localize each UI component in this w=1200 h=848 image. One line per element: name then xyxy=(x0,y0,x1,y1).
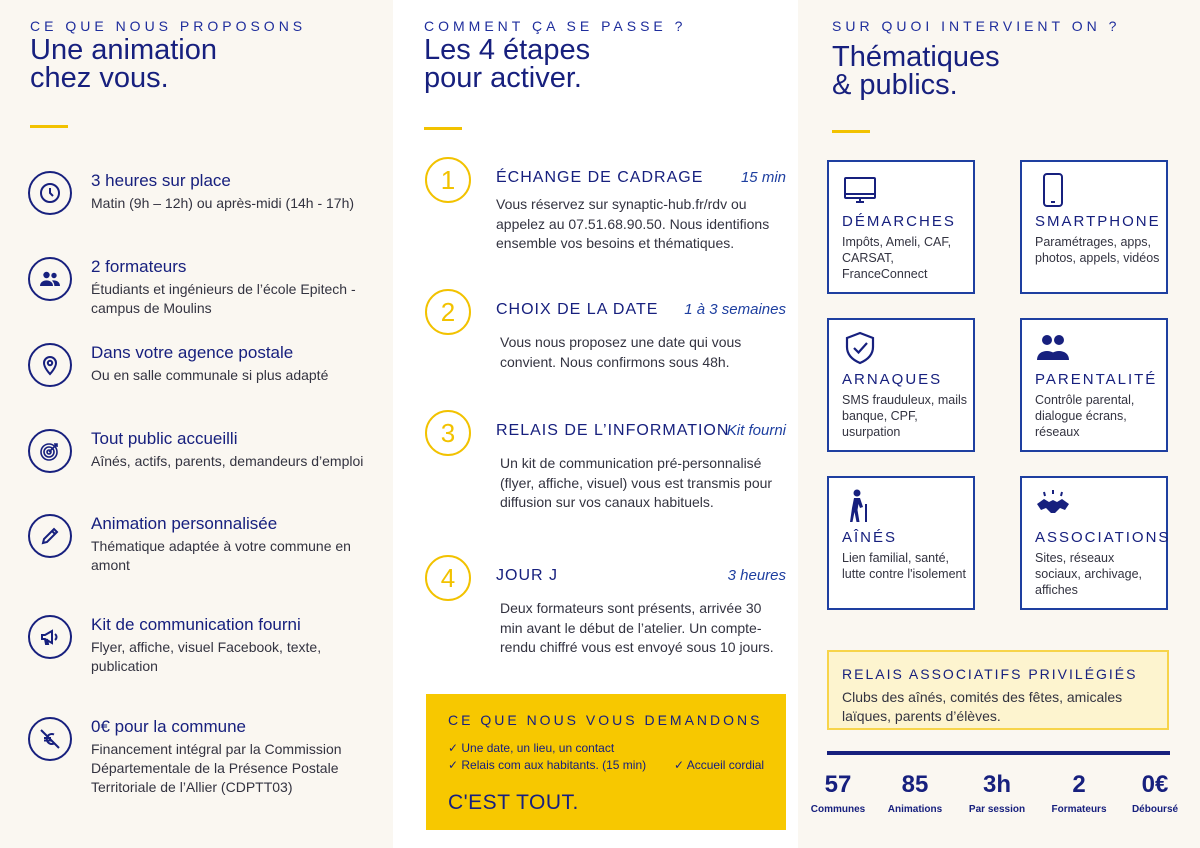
step-duration: 3 heures xyxy=(727,567,786,584)
step-desc: Un kit de communication pré-personnalisé (flyer, affiche, visuel) vous est transmis pour diffusion sur vos canaux habituels. xyxy=(500,455,773,510)
offer-headline-line-2: chez vous. xyxy=(30,62,169,94)
step-desc: Vous nous proposez une date qui vous convient. Nous confirmons sous 48h. xyxy=(500,334,742,370)
users-icon xyxy=(28,257,72,301)
target-icon xyxy=(28,429,72,473)
theme-title: AÎNÉS xyxy=(842,529,898,546)
theme-desc: Paramétrages, apps, photos, appels, vidéos xyxy=(1035,235,1160,265)
step-duration: Kit fourni xyxy=(726,422,786,439)
stat-value: 3h xyxy=(982,771,1011,798)
accent-line xyxy=(30,125,68,128)
theme-card-smartphone xyxy=(1020,160,1168,294)
stat-label: Animations xyxy=(887,804,943,815)
requirement-item: ✓ Accueil cordial xyxy=(674,758,765,772)
theme-title: ARNAQUES xyxy=(842,371,943,388)
step-number: 2 xyxy=(425,289,471,335)
steps-headline-line-2: pour activer. xyxy=(424,62,582,94)
requirement-item: ✓ Une date, un lieu, un contact xyxy=(448,741,615,755)
stats-divider xyxy=(827,751,1170,755)
stat-item xyxy=(1039,770,1119,815)
feature-title: Tout public accueilli xyxy=(91,429,238,448)
stat-value: 85 xyxy=(901,771,929,798)
smartphone-icon xyxy=(1035,172,1071,208)
shield-check-icon xyxy=(842,330,878,366)
requirement-item: ✓ Relais com aux habitants. (15 min) xyxy=(448,758,647,772)
monitor-icon xyxy=(842,172,878,208)
feature-desc: Flyer, affiche, visuel Facebook, texte, publication xyxy=(91,639,322,674)
no-euro-icon xyxy=(28,717,72,761)
feature-title: 0€ pour la commune xyxy=(91,717,246,736)
pencil-icon xyxy=(28,514,72,558)
relais-title: RELAIS ASSOCIATIFS PRIVILÉGIÉS xyxy=(842,666,1138,682)
step-title: JOUR J xyxy=(496,567,558,584)
theme-card-arnaques xyxy=(827,318,975,452)
stat-value: 0€ xyxy=(1141,771,1169,798)
stat-value: 2 xyxy=(1072,771,1086,798)
stat-item xyxy=(957,770,1037,815)
theme-title: SMARTPHONE xyxy=(1035,213,1161,230)
stat-value: 57 xyxy=(824,771,852,798)
step-title: ÉCHANGE DE CADRAGE xyxy=(496,169,704,186)
theme-card-parentalite xyxy=(1020,318,1168,452)
step-duration: 1 à 3 semaines xyxy=(684,301,786,318)
feature-desc: Thématique adaptée à votre commune en amont xyxy=(91,538,351,573)
themes-headline-line-1: Thématiques xyxy=(832,41,1000,73)
theme-card-associations xyxy=(1020,476,1171,610)
clock-icon xyxy=(28,171,72,215)
accent-line xyxy=(832,130,870,133)
requirements-conclusion: C'EST TOUT. xyxy=(448,791,579,814)
feature-desc: Aînés, actifs, parents, demandeurs d’emploi xyxy=(91,453,364,469)
steps-headline-line-1: Les 4 étapes xyxy=(424,34,591,66)
theme-title: ASSOCIATIONS xyxy=(1035,529,1171,546)
theme-card-aines xyxy=(827,476,975,610)
offer-headline-line-1: Une animation xyxy=(30,34,217,66)
steps-kicker: COMMENT ÇA SE PASSE ? xyxy=(424,18,687,34)
theme-desc: Impôts, Ameli, CAF, CARSAT, FranceConnect xyxy=(842,235,952,281)
steps-headline xyxy=(424,36,590,92)
step-number: 3 xyxy=(425,410,471,456)
feature-title: Kit de communication fourni xyxy=(91,615,301,634)
themes-headline-line-2: & publics. xyxy=(832,69,958,101)
theme-desc: Sites, réseaux sociaux, archivage, affiches xyxy=(1035,551,1143,597)
theme-desc: SMS frauduleux, mails banque, CPF, usurpation xyxy=(842,393,968,439)
theme-title: PARENTALITÉ xyxy=(1035,371,1158,388)
elderly-icon xyxy=(842,488,878,524)
offer-kicker: CE QUE NOUS PROPOSONS xyxy=(30,18,307,34)
feature-desc: Étudiants et ingénieurs de l’école Epitech - campus de Moulins xyxy=(91,281,356,316)
feature-title: 2 formateurs xyxy=(91,257,187,276)
feature-title: Animation personnalisée xyxy=(91,514,278,533)
step-desc: Deux formateurs sont présents, arrivée 30 min avant le début de l’atelier. Un compte-rendu chiffré vous est envoyé sous 10 jours. xyxy=(500,600,774,655)
step-duration: 15 min xyxy=(740,169,786,186)
step-title: CHOIX DE LA DATE xyxy=(496,301,659,318)
relais-box xyxy=(827,650,1169,730)
stat-label: Formateurs xyxy=(1051,804,1107,815)
feature-title: 3 heures sur place xyxy=(91,171,231,190)
step-title: RELAIS DE L’INFORMATION xyxy=(496,422,730,439)
stat-label: Communes xyxy=(810,804,866,815)
offer-headline xyxy=(30,36,217,92)
feature-desc: Ou en salle communale si plus adapté xyxy=(91,367,329,383)
theme-desc: Contrôle parental, dialogue écrans, réseaux xyxy=(1035,393,1135,439)
handshake-icon xyxy=(1035,488,1071,524)
themes-kicker: SUR QUOI INTERVIENT ON ? xyxy=(832,18,1121,34)
feature-desc: Financement intégral par la Commission Départementale de la Présence Postale Territoriale de l’Allier (CDPTT03) xyxy=(91,741,342,795)
relais-desc: Clubs des aînés, comités des fêtes, amicales laïques, parents d’élèves. xyxy=(842,689,1123,724)
feature-title: Dans votre agence postale xyxy=(91,343,294,362)
stat-item xyxy=(798,770,878,815)
family-icon xyxy=(1035,330,1071,366)
theme-desc: Lien familial, santé, lutte contre l'isolement xyxy=(842,551,966,581)
accent-line xyxy=(424,127,462,130)
stat-label: Par session xyxy=(968,804,1026,815)
step-number: 4 xyxy=(425,555,471,601)
requirements-box xyxy=(426,694,786,830)
requirements-title: CE QUE NOUS VOUS DEMANDONS xyxy=(448,712,763,728)
megaphone-icon xyxy=(28,615,72,659)
stat-label: Déboursé xyxy=(1131,804,1179,815)
offer-column xyxy=(0,0,393,848)
location-pin-icon xyxy=(28,343,72,387)
stat-item xyxy=(875,770,955,815)
feature-desc: Matin (9h – 12h) ou après-midi (14h - 17h) xyxy=(91,195,355,211)
theme-card-demarches xyxy=(827,160,975,294)
step-desc: Vous réservez sur synaptic-hub.fr/rdv ou appelez au 07.51.68.90.50. Nous identifions ensemble vos besoins et thématiques. xyxy=(496,196,770,251)
themes-headline xyxy=(832,43,1000,99)
theme-title: DÉMARCHES xyxy=(842,213,956,230)
step-number: 1 xyxy=(425,157,471,203)
stat-item xyxy=(1115,770,1195,815)
